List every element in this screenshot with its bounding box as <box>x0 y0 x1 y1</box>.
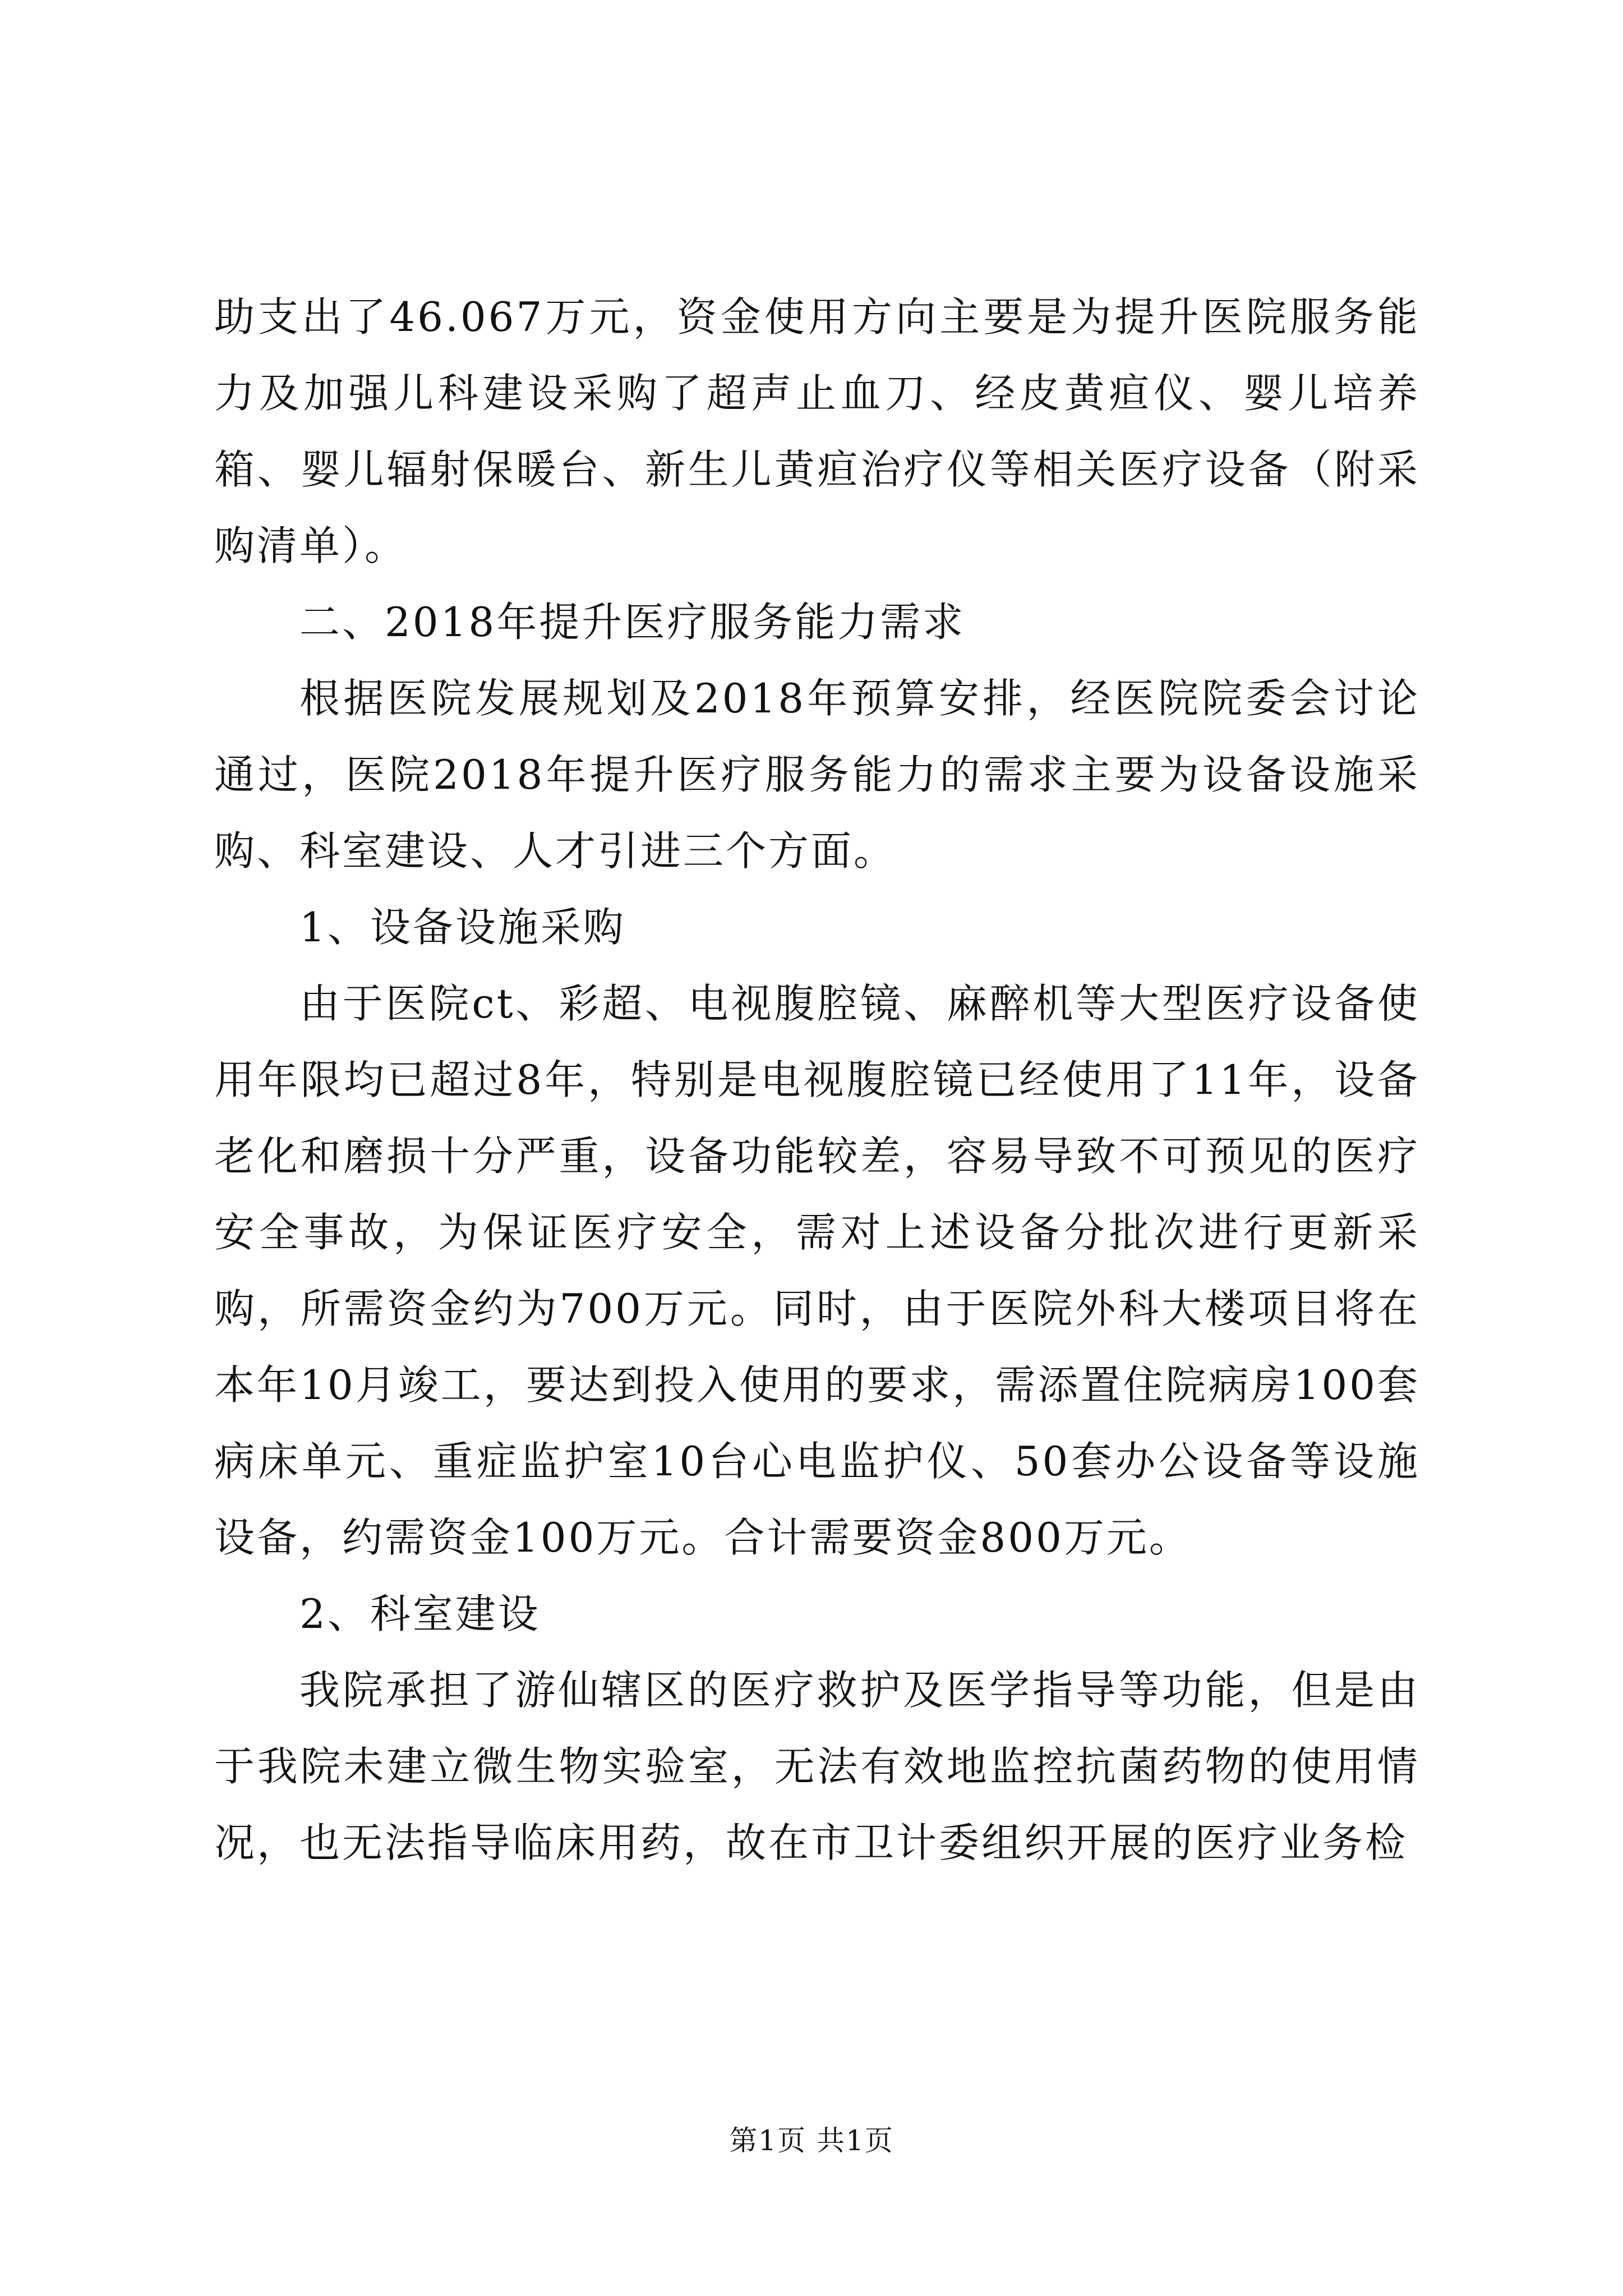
subheading-equipment-purchase: 1、设备设施采购 <box>299 904 626 951</box>
paragraph-2: 根据医院发展规划及2018年预算安排，经医院院委会讨论通过，医院2018年提升医疗服务能力的需求主要为设备设施采购、科室建设、人才引进三个方面。 <box>214 675 1420 875</box>
paragraph-3: 由于医院ct、彩超、电视腹腔镜、麻醉机等大型医疗设备使用年限均已超过8年，特别是电视腹腔镜已经使用了11年，设备老化和磨损十分严重，设备功能较差，容易导致不可预见的医疗安全事故，为保证医疗安全，需对上述设备分批次进行更新采购，所需资金约为700万元。同时，由于医院外科大楼项目将在本年10月竣工，要达到投入使用的要求，需添置住院病房100套病床单元、重症监护室10台心电监护仪、50套办公设备等设施设备，约需资金100万元。合计需要资金800万元。 <box>214 980 1420 1561</box>
paragraph-1: 助支出了46.067万元，资金使用方向主要是为提升医院服务能力及加强儿科建设采购了超声止血刀、经皮黄疸仪、婴儿培养箱、婴儿辐射保暖台、新生儿黄疸治疗仪等相关医疗设备（附采购清单）。 <box>214 293 1420 569</box>
paragraph-4: 我院承担了游仙辖区的医疗救护及医学指导等功能，但是由于我院未建立微生物实验室，无法有效地监控抗菌药物的使用情况，也无法指导临床用药，故在市卫计委组织开展的医疗业务检 <box>214 1667 1420 1866</box>
document-body <box>214 279 1420 1881</box>
page-footer: 第1页 共1页 <box>729 2124 894 2157</box>
section-heading-2018-needs: 二、2018年提升医疗服务能力需求 <box>299 599 966 646</box>
subheading-department-construction: 2、科室建设 <box>299 1590 541 1637</box>
